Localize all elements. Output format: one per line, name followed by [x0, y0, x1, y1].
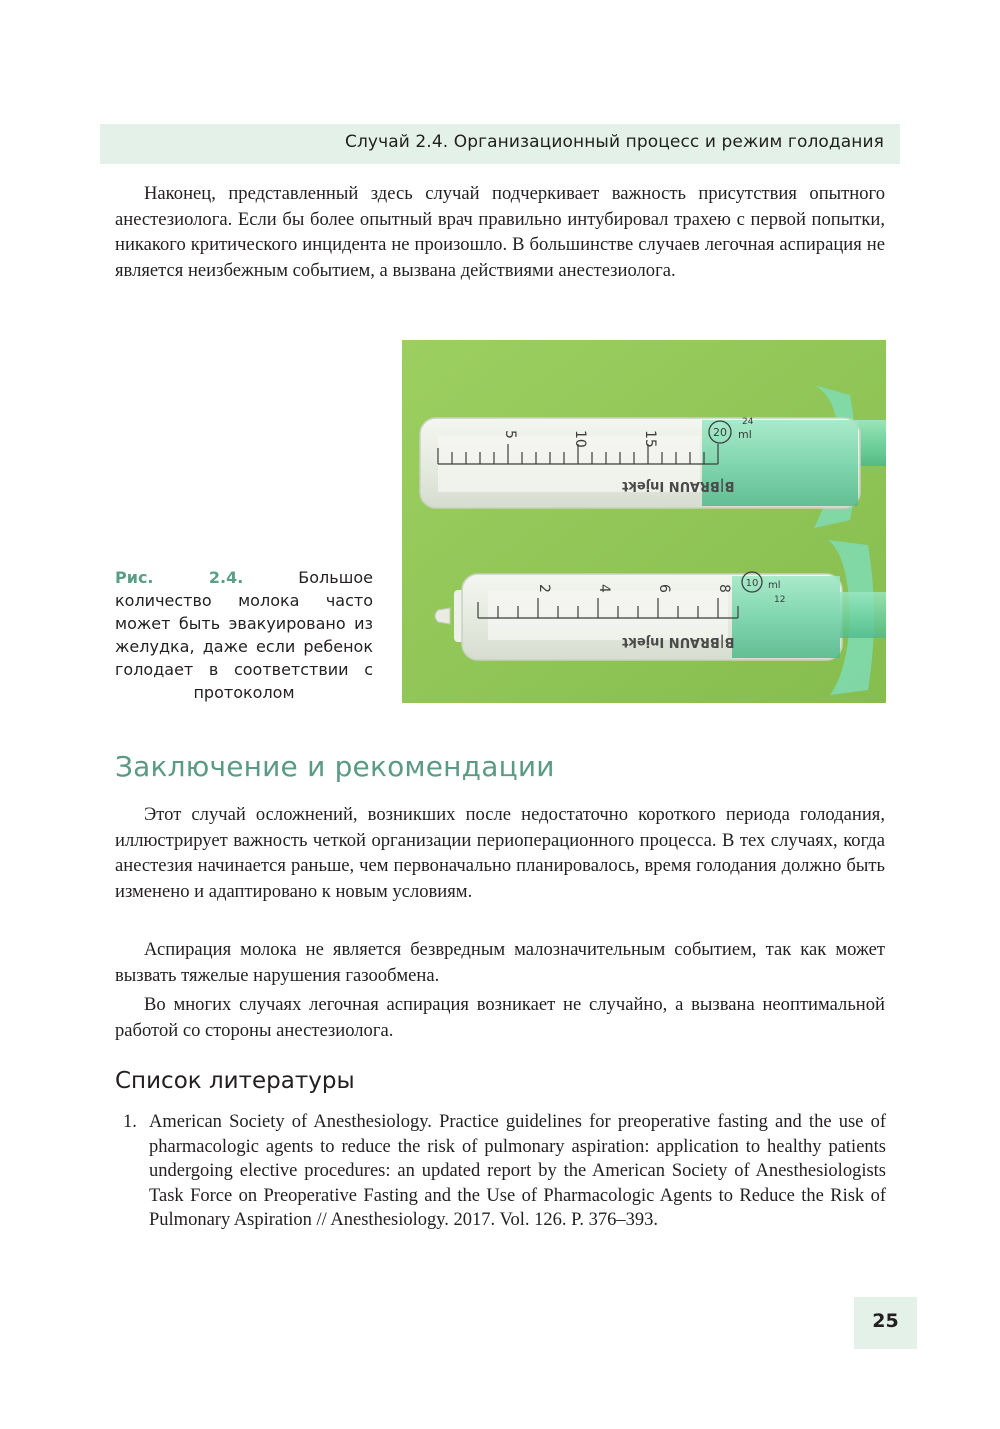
- reference-number: 1.: [123, 1112, 137, 1132]
- page-number-box: [854, 1297, 917, 1349]
- section-title: Заключение и рекомендации: [115, 750, 555, 783]
- large-scale-15: 15: [642, 430, 658, 448]
- section-paragraph-1: Этот случай осложнений, возникших после недостаточно короткого периода голодания, иллюстрирует важность четкой организации периоперационного процесса. В тех случаях, когда анестезия начинается раньше, чем первоначально планировалось, время голодания должно быть изменено и адаптировано к новым условиям.: [115, 804, 885, 902]
- reference-text: American Society of Anesthesiology. Practice guidelines for preoperative fasting and the use of pharmacologic agents to reduce the risk of pulmonary aspiration: application to healthy patients undergoing elective procedures: an updated report by the American Society of Anesthesiologists Task Force on Preoperative Fasting and the Use of Pharmacologic Agents to Reduce the Risk of Pulmonary Aspiration // Anesthesiology. 2017. Vol. 126. P. 376–393.: [149, 1112, 886, 1230]
- running-title: Случай 2.4. Организационный процесс и режим голодания: [344, 132, 884, 152]
- small-scale-4: 4: [596, 584, 612, 593]
- section-paragraph-2: Аспирация молока не является безвредным малозначительным событием, так как может вызвать тяжелые нарушения газообмена.: [115, 939, 885, 986]
- large-scale-5: 5: [502, 430, 518, 439]
- figure-caption-text: Большое количество молока часто может быть эвакуировано из желудка, даже если ребенок голодает в соответствии с протоколом: [115, 568, 373, 702]
- small-capacity-badge: 10: [745, 578, 759, 589]
- large-brand-label: B|BRAUN Injekt: [622, 478, 735, 493]
- small-brand-label: B|BRAUN Injekt: [622, 634, 735, 649]
- running-header: [100, 124, 900, 164]
- section-paragraph-3: Во многих случаях легочная аспирация возникает не случайно, а вызвана неоптимальной работой со стороны анестезиолога.: [115, 994, 885, 1041]
- small-scale-8: 8: [716, 584, 732, 593]
- intro-paragraph: Наконец, представленный здесь случай подчеркивает важность присутствия опытного анестезиолога. Если бы более опытный врач правильно интубировал трахею с первой попытки, никакого критического инцидента не произошло. В большинстве случаев легочная аспирация не является неизбежным событием, а вызвана действиями анестезиолога.: [115, 183, 885, 281]
- figure-caption: [115, 566, 373, 704]
- large-unit: ml: [738, 428, 752, 441]
- large-capacity-badge: 20: [713, 426, 727, 439]
- small-scale-2: 2: [536, 584, 552, 593]
- large-extra-mark: 24: [742, 417, 754, 427]
- large-scale-10: 10: [572, 430, 588, 448]
- page-number: 25: [872, 1310, 899, 1332]
- syringes-illustration: [402, 340, 886, 703]
- figure-syringes-photo: [402, 340, 886, 703]
- figure-label: Рис. 2.4.: [115, 568, 244, 587]
- small-unit: ml: [768, 580, 781, 591]
- small-scale-6: 6: [656, 584, 672, 593]
- references-title: Список литературы: [115, 1068, 355, 1094]
- small-extra-mark: 12: [774, 595, 786, 605]
